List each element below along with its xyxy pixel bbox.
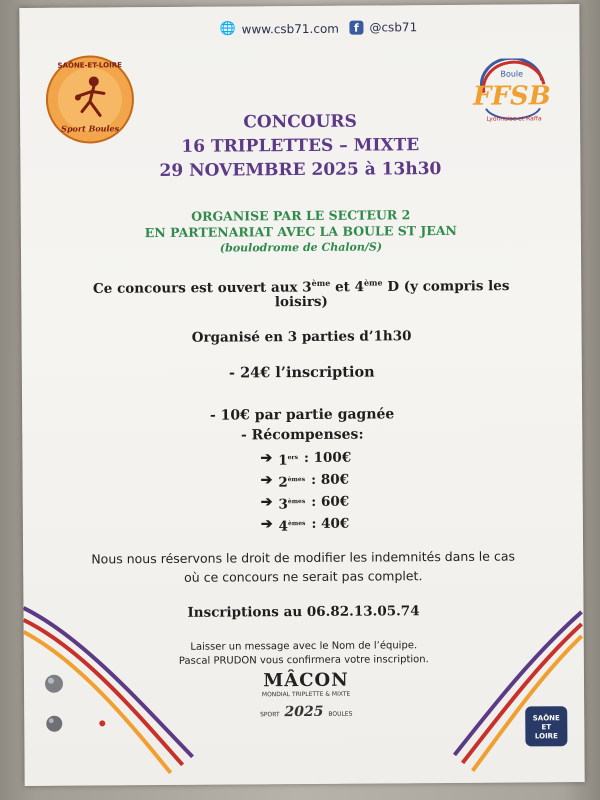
macon-mondial-logo	[246, 670, 366, 729]
eligibility-a: Ce concours est ouvert aux 3	[92, 279, 312, 297]
boule-ball-icon	[45, 675, 63, 693]
prize-rank: 4èmes	[278, 518, 306, 535]
organiser-venue: (boulodrome de Chalon/S)	[219, 240, 383, 255]
title-date: 29 NOVEMBRE 2025 à 13h30	[159, 159, 442, 181]
facebook-contact	[349, 20, 417, 34]
macon-name: MÂCON	[263, 669, 349, 692]
eligibility-b: et 4	[330, 279, 365, 296]
svg-text:Boule: Boule	[500, 69, 524, 79]
ffsb-text: FFSB	[472, 81, 551, 112]
prize-rank: 3èmes	[278, 496, 306, 513]
facebook-text: @csb71	[369, 20, 418, 35]
prize-row	[260, 448, 351, 471]
macon-subtitle: MONDIAL TRIPLETTE & MIXTE	[261, 690, 351, 699]
disclaimer-line2: où ce concours ne serait pas complet.	[184, 568, 423, 585]
prize-row	[261, 492, 350, 515]
eligibility-line2: loisirs)	[274, 293, 328, 311]
eligibility-sup1: ème	[311, 277, 331, 288]
title-triplettes: 16 TRIPLETTES – MIXTE	[181, 135, 420, 157]
arrow-right-icon: ➔	[260, 450, 273, 467]
website-contact	[219, 21, 339, 37]
prize-rank: 1ers	[278, 452, 298, 469]
logo-top-text: SAÔNE-ET-LOIRE	[57, 61, 122, 70]
prize-rank: 2èmes	[278, 474, 306, 491]
prize-amount: : 60€	[311, 493, 350, 510]
facebook-icon: f	[349, 21, 363, 35]
prize-amount: : 40€	[311, 515, 350, 532]
eligibility-sup2: ème	[363, 277, 383, 288]
title-concours: CONCOURS	[243, 111, 357, 133]
organiser-line1: ORGANISE PAR LE SECTEUR 2	[191, 207, 411, 224]
boule-ball-icon	[46, 716, 62, 732]
arrow-right-icon: ➔	[260, 494, 273, 511]
prize-amount: : 80€	[311, 471, 350, 488]
rewards-title: - Récompenses:	[240, 426, 364, 444]
prize-amount: : 100€	[303, 449, 352, 466]
prize-row	[261, 470, 350, 493]
website-text: www.csb71.com	[241, 21, 340, 36]
arrow-right-icon: ➔	[260, 516, 273, 533]
poster-sheet	[19, 4, 584, 786]
globe-icon: 🌐	[219, 21, 236, 37]
saone-et-loire-badge: SAÔNE ET LOIRE	[525, 706, 567, 746]
prize-row	[261, 514, 350, 537]
registration-phone: Inscriptions au 06.82.13.05.74	[187, 603, 420, 621]
logo-bottom-text: Sport Boules	[61, 123, 120, 134]
arrow-right-icon: ➔	[260, 472, 273, 489]
disclaimer-line1: Nous nous réservons le droit de modifier les indemnités dans le cas	[91, 548, 516, 567]
eligibility-c: D (y compris les	[382, 278, 510, 295]
fee-text: - 24€ l’inscription	[228, 363, 375, 382]
decorative-stripes-left	[23, 597, 224, 786]
footer-line1: Laisser un message avec le Nom de l’équipe.	[190, 640, 418, 653]
decorative-stripes-right	[423, 604, 584, 783]
organiser-line2: EN PARTENARIAT AVEC LA BOULE ST JEAN	[144, 222, 458, 241]
footer-line2: Pascal PRUDON vous confirmera votre inscription.	[178, 654, 429, 667]
cochonnet-icon	[99, 720, 105, 726]
per-win-text: - 10€ par partie gagnée	[209, 406, 395, 424]
macon-year-row: SPORT 2025 BOULES	[260, 703, 353, 721]
svg-text:Lyonnaise et Raffa: Lyonnaise et Raffa	[486, 115, 542, 123]
format-text: Organisé en 3 parties d’1h30	[191, 328, 412, 346]
